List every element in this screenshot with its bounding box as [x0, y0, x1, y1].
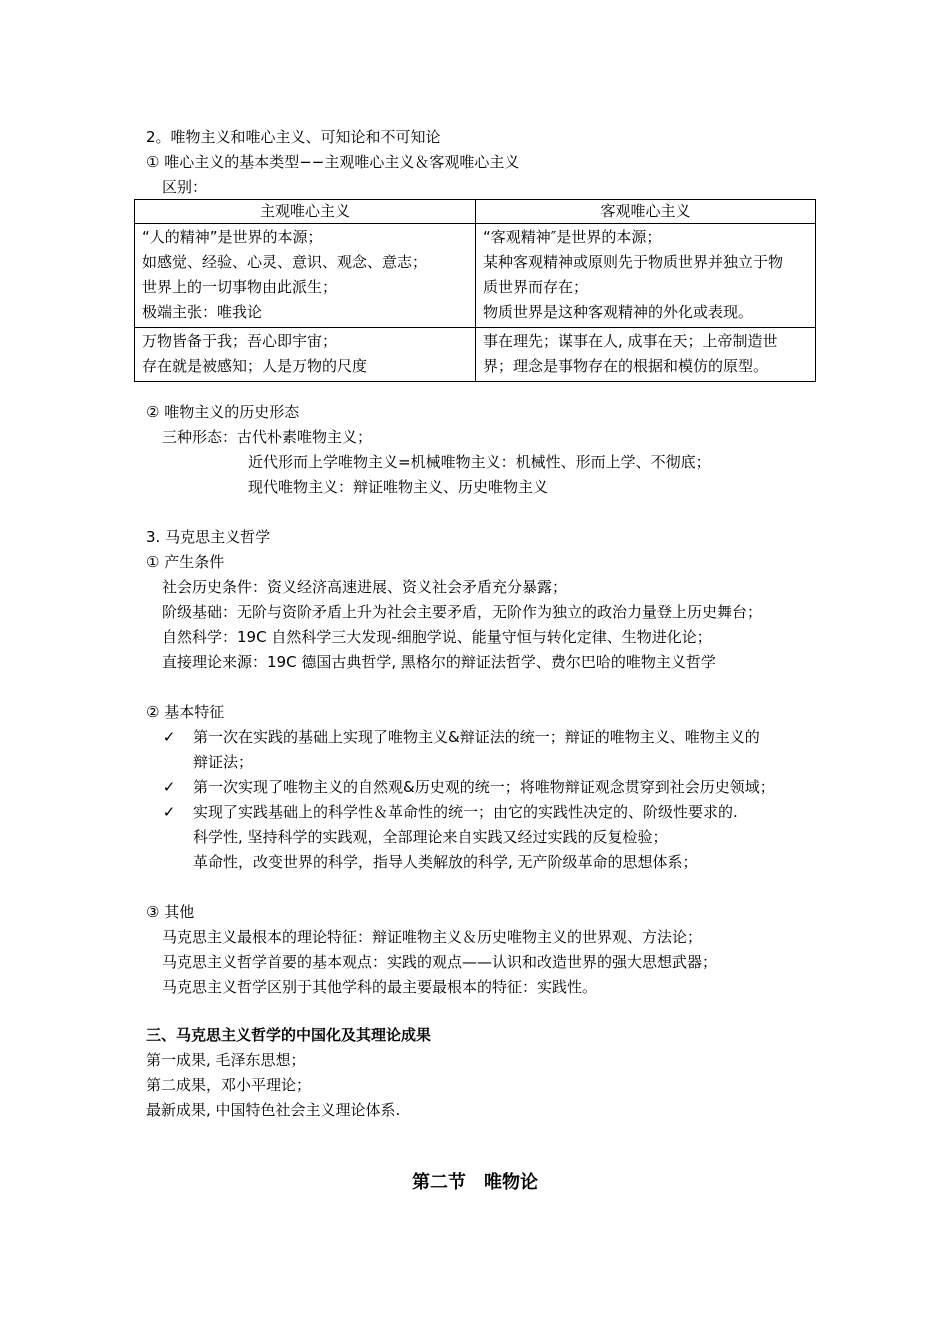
condition-line: 社会历史条件：资义经济高速进展、资义社会矛盾充分暴露； [162, 578, 568, 596]
cell-line: 存在就是被感知；人是万物的尺度 [142, 357, 368, 375]
result-line: 第二成果，邓小平理论； [146, 1076, 312, 1094]
table-cell [135, 224, 476, 328]
cell-line: 质世界而存在； [483, 278, 589, 296]
part-3-heading: 三、马克思主义哲学的中国化及其理论成果 [146, 1026, 432, 1044]
table-cell [476, 224, 816, 328]
condition-line: 自然科学：19C 自然科学三大发现-细胞学说、能量守恒与转化定律、生物进化论； [162, 628, 712, 646]
table-cell [135, 328, 476, 382]
materialism-forms-heading: ② 唯物主义的历史形态 [146, 403, 300, 421]
cell-line: 世界上的一切事物由此派生； [142, 278, 338, 296]
idealism-types-heading: ① 唯心主义的基本类型−−主观唯心主义＆客观唯心主义 [146, 153, 520, 171]
table-header-subjective: 主观唯心主义 [135, 200, 476, 224]
checkmark-icon: ✓ [162, 778, 176, 796]
table-header-objective: 客观唯心主义 [476, 200, 816, 224]
cell-line: 某种客观精神或原则先于物质世界并独立于物 [483, 253, 784, 271]
feature-line: 实现了实践基础上的科学性＆革命性的统一；由它的实践性决定的、阶级性要求的. [193, 803, 738, 821]
forms-line-2: 近代形而上学唯物主义=机械唯物主义：机械性、形而上学、不彻底； [248, 453, 711, 471]
cell-line: 如感觉、经验、心灵、意识、观念、意志； [142, 253, 428, 271]
other-line: 马克思主义哲学首要的基本观点：实践的观点——认识和改造世界的强大思想武器； [162, 953, 718, 971]
other-line: 马克思主义最根本的理论特征：辩证唯物主义＆历史唯物主义的世界观、方法论； [162, 928, 703, 946]
cell-line: 事在理先；谋事在人, 成事在天；上帝制造世 [483, 332, 778, 350]
feature-line: 第一次实现了唯物主义的自然观&历史观的统一；将唯物辩证观念贯穿到社会历史领域； [193, 778, 775, 796]
section-title: 第二节 唯物论 [412, 1172, 538, 1193]
forms-line-1: 三种形态：古代朴素唯物主义； [162, 428, 373, 446]
forms-line-3: 现代唯物主义：辩证唯物主义、历史唯物主义 [248, 478, 549, 496]
feature-line: 革命性，改变世界的科学，指导人类解放的科学, 无产阶级革命的思想体系； [193, 853, 698, 871]
features-heading: ② 基本特征 [146, 703, 225, 721]
feature-line: 第一次在实践的基础上实现了唯物主义&辩证法的统一；辩证的唯物主义、唯物主义的 [193, 728, 760, 746]
result-line: 第一成果, 毛泽东思想； [146, 1051, 306, 1069]
condition-line: 阶级基础：无阶与资阶矛盾上升为社会主要矛盾，无阶作为独立的政治力量登上历史舞台； [162, 603, 763, 621]
checkmark-icon: ✓ [162, 803, 176, 821]
cell-line: “人的精神”是世界的本源； [142, 228, 323, 246]
section-3-heading: 3. 马克思主义哲学 [146, 528, 271, 546]
table-cell [476, 328, 816, 382]
cell-line: “客观精神″是世界的本源； [483, 228, 662, 246]
checkmark-icon: ✓ [162, 728, 176, 746]
table-header-row [135, 200, 816, 224]
cell-line: 极端主张：唯我论 [142, 303, 263, 321]
other-heading: ③ 其他 [146, 903, 195, 921]
cell-line: 万物皆备于我；吾心即宇宙； [142, 332, 338, 350]
table-row [135, 224, 816, 328]
feature-line: 科学性, 坚持科学的实践观，全部理论来自实践又经过实践的反复检验； [193, 828, 668, 846]
difference-label: 区别： [162, 178, 208, 196]
cell-line: 物质世界是这种客观精神的外化或表现。 [483, 303, 754, 321]
other-line: 马克思主义哲学区别于其他学科的最主要最根本的特征：实践性。 [162, 978, 598, 996]
conditions-heading: ① 产生条件 [146, 553, 225, 571]
idealism-comparison-table [134, 199, 816, 382]
condition-line: 直接理论来源：19C 德国古典哲学, 黑格尔的辩证法哲学、费尔巴哈的唯物主义哲学 [162, 653, 716, 671]
cell-line: 界；理念是事物存在的根据和模仿的原型。 [483, 357, 769, 375]
section-2-heading: 2。唯物主义和唯心主义、可知论和不可知论 [146, 128, 441, 146]
table-row [135, 328, 816, 382]
result-line: 最新成果, 中国特色社会主义理论体系. [146, 1101, 401, 1119]
feature-line: 辩证法； [193, 753, 254, 771]
